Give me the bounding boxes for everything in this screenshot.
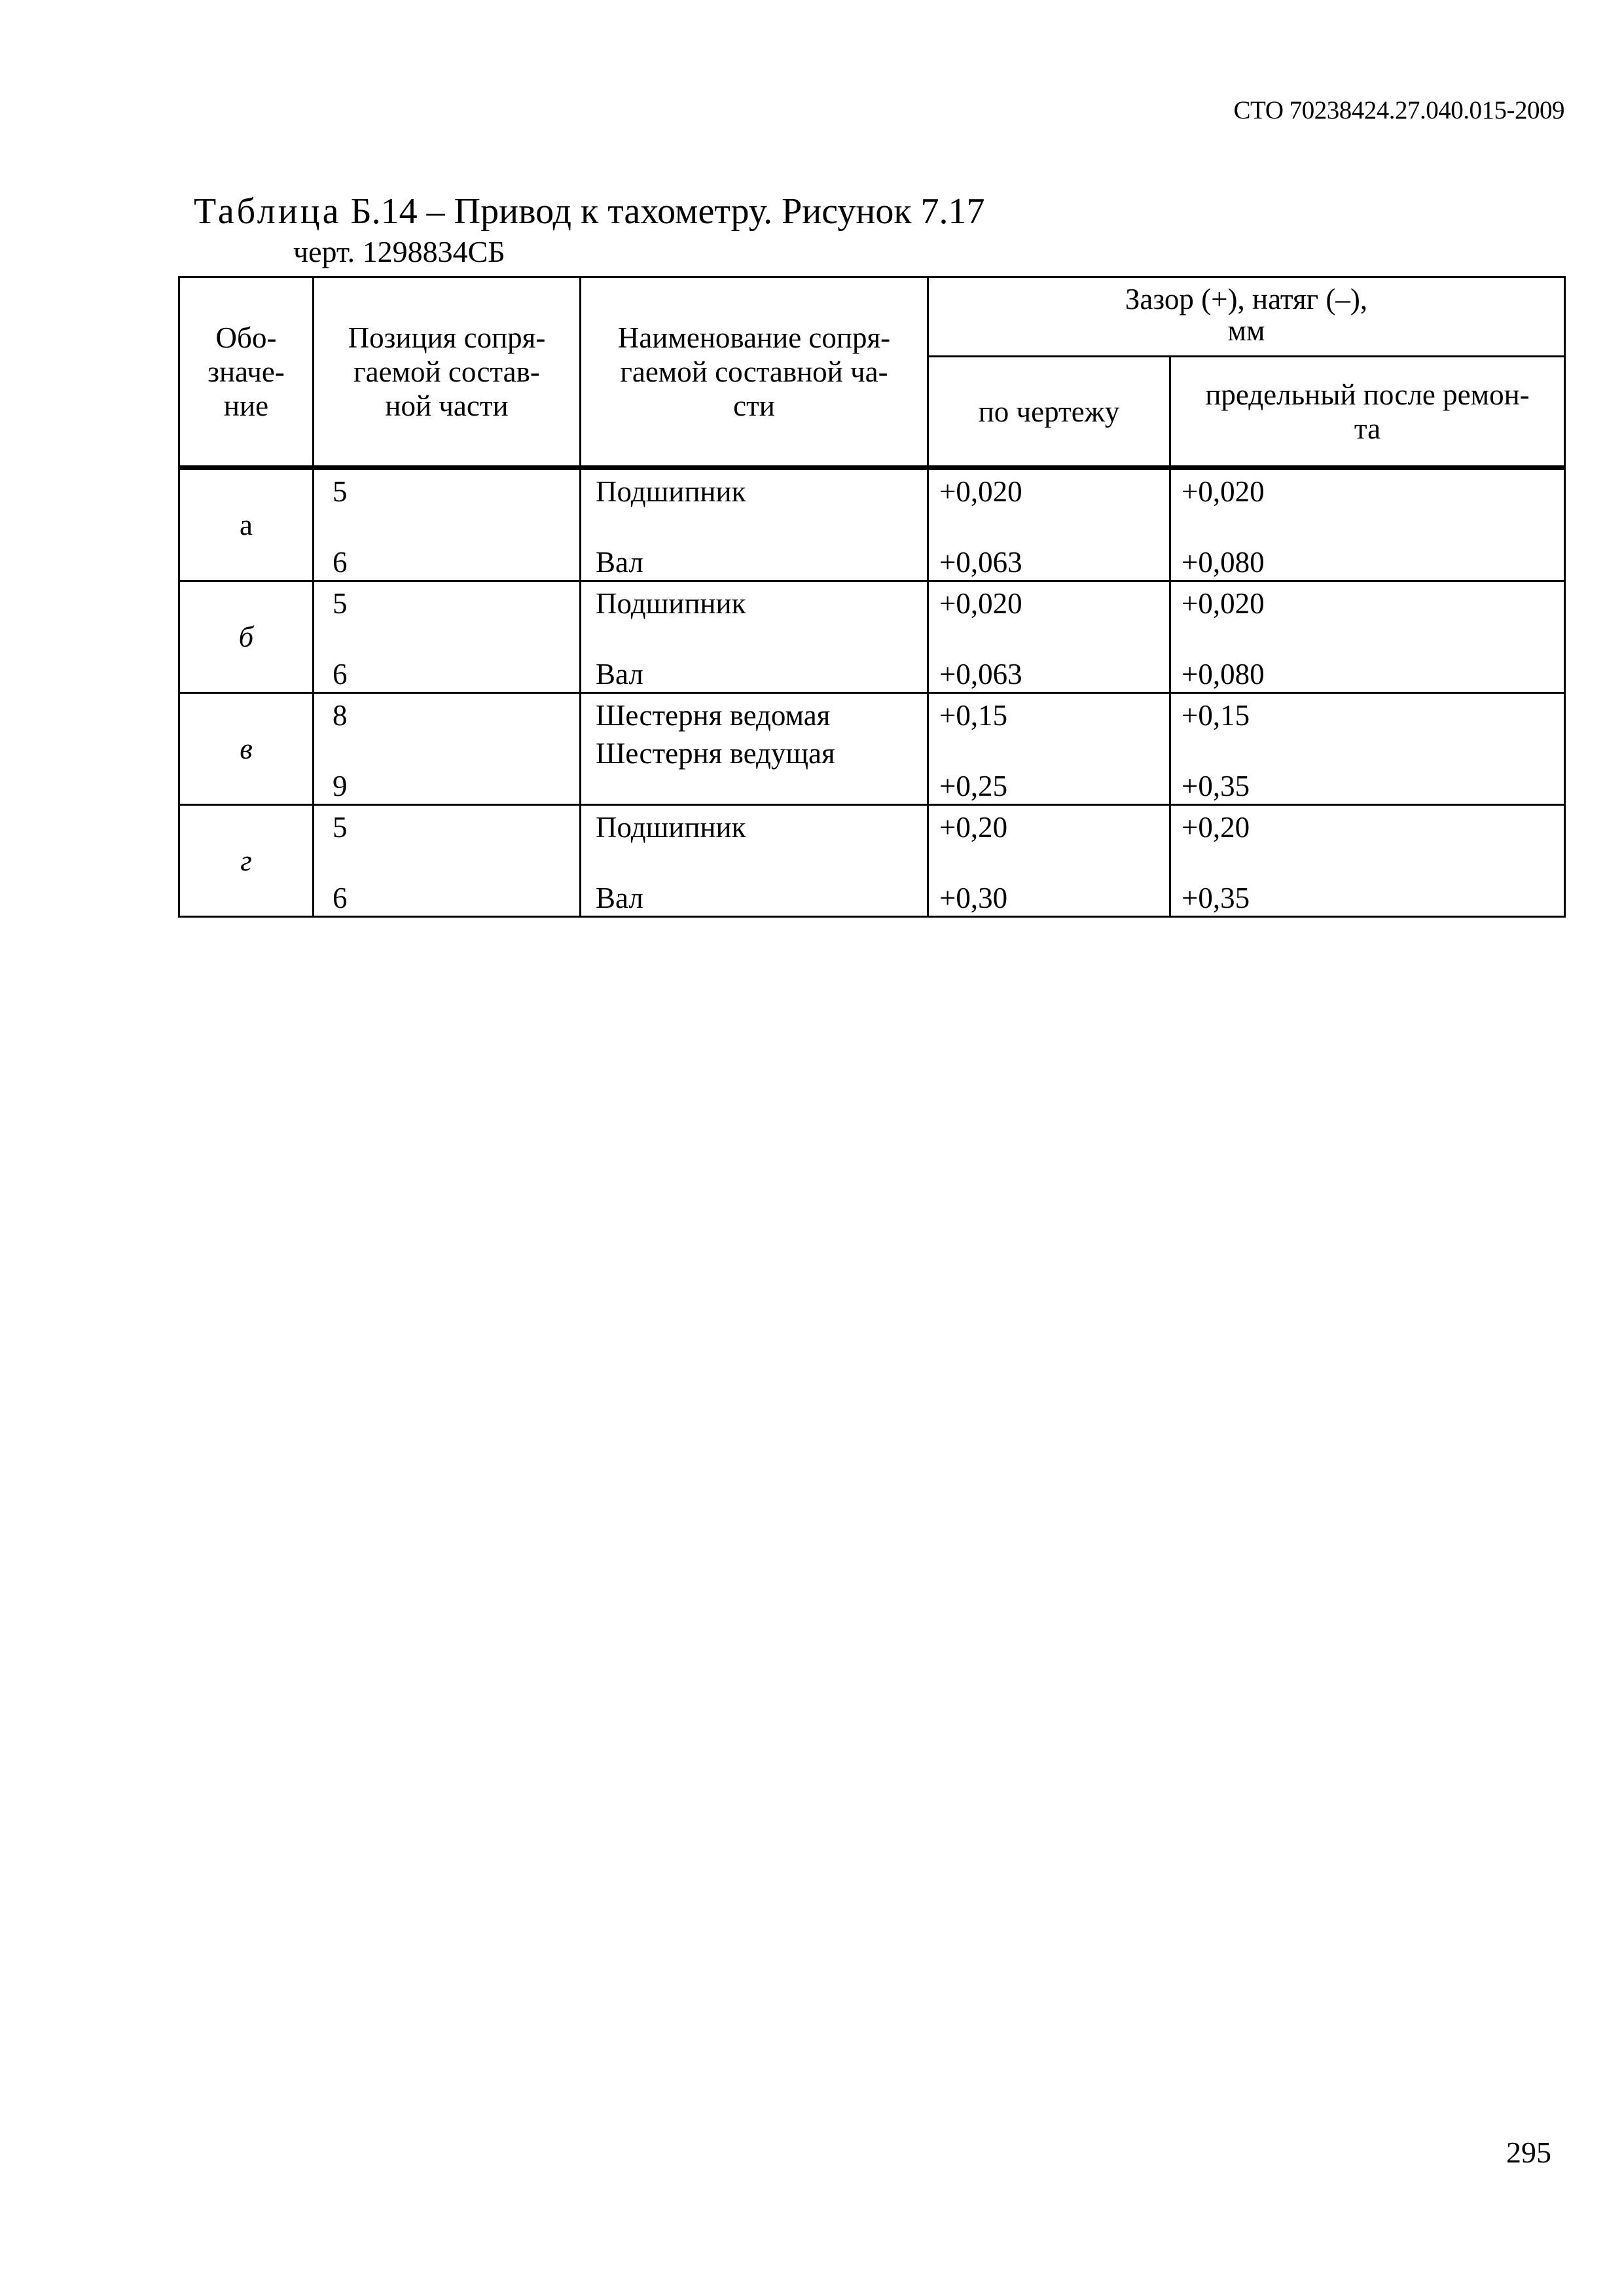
position-top: 5 bbox=[333, 475, 348, 508]
repair-top: +0,15 bbox=[1182, 699, 1250, 732]
header-gap bbox=[928, 278, 1565, 357]
page-number: 295 bbox=[1506, 2136, 1551, 2169]
position-bottom: 9 bbox=[333, 770, 348, 802]
row-after-repair bbox=[1170, 693, 1565, 805]
row-by-drawing bbox=[928, 805, 1170, 917]
repair-top: +0,020 bbox=[1182, 587, 1265, 620]
name-bottom: Вал bbox=[596, 658, 643, 691]
drawing-top: +0,15 bbox=[939, 699, 1008, 732]
drawing-top: +0,020 bbox=[939, 475, 1022, 508]
header-by-drawing bbox=[928, 357, 1170, 468]
name-middle: Шестерня ведущая bbox=[596, 737, 835, 770]
row-after-repair bbox=[1170, 581, 1565, 693]
name-top: Подшипник bbox=[596, 475, 746, 508]
document-code: СТО 70238424.27.040.015-2009 bbox=[1233, 96, 1564, 124]
name-bottom: Вал bbox=[596, 882, 643, 914]
name-top: Подшипник bbox=[596, 587, 746, 620]
header-position-text: Позиция сопря- гаемой состав- ной части bbox=[348, 321, 546, 422]
row-position bbox=[314, 468, 581, 581]
row-after-repair bbox=[1170, 468, 1565, 581]
row-by-drawing bbox=[928, 693, 1170, 805]
repair-bottom: +0,080 bbox=[1182, 546, 1265, 579]
table-row bbox=[179, 693, 1565, 805]
table-subtitle: черт. 1298834СБ bbox=[293, 235, 505, 268]
table-title bbox=[194, 190, 985, 233]
row-designation: в bbox=[179, 693, 314, 805]
name-top: Подшипник bbox=[596, 811, 746, 844]
table-title-prefix: Таблица bbox=[194, 191, 342, 232]
row-name bbox=[581, 581, 928, 693]
position-bottom: 6 bbox=[333, 658, 348, 691]
row-name bbox=[581, 693, 928, 805]
row-by-drawing bbox=[928, 468, 1170, 581]
repair-bottom: +0,080 bbox=[1182, 658, 1265, 691]
repair-bottom: +0,35 bbox=[1182, 882, 1250, 914]
name-top: Шестерня ведомая bbox=[596, 699, 831, 732]
drawing-bottom: +0,063 bbox=[939, 658, 1022, 691]
drawing-top: +0,20 bbox=[939, 811, 1008, 844]
row-designation: а bbox=[179, 468, 314, 581]
table-row bbox=[179, 468, 1565, 581]
position-top: 8 bbox=[333, 699, 348, 732]
header-name bbox=[581, 278, 928, 468]
header-gap-text: Зазор (+), натяг (–), мм bbox=[1125, 283, 1368, 347]
row-position bbox=[314, 581, 581, 693]
row-name bbox=[581, 805, 928, 917]
row-designation: б bbox=[179, 581, 314, 693]
position-top: 5 bbox=[333, 587, 348, 620]
repair-top: +0,20 bbox=[1182, 811, 1250, 844]
header-position bbox=[314, 278, 581, 468]
position-bottom: 6 bbox=[333, 882, 348, 914]
fits-table bbox=[178, 276, 1566, 918]
header-designation bbox=[179, 278, 314, 468]
header-designation-text: Обо- значе- ние bbox=[208, 321, 285, 422]
row-position bbox=[314, 805, 581, 917]
position-top: 5 bbox=[333, 811, 348, 844]
table-row bbox=[179, 581, 1565, 693]
row-after-repair bbox=[1170, 805, 1565, 917]
repair-bottom: +0,35 bbox=[1182, 770, 1250, 802]
drawing-bottom: +0,063 bbox=[939, 546, 1022, 579]
header-name-text: Наименование сопря- гаемой составной ча- сти bbox=[617, 321, 891, 422]
header-by-drawing-text: по чертежу bbox=[978, 395, 1120, 428]
row-name bbox=[581, 468, 928, 581]
drawing-bottom: +0,30 bbox=[939, 882, 1008, 914]
table-row bbox=[179, 805, 1565, 917]
row-position bbox=[314, 693, 581, 805]
repair-top: +0,020 bbox=[1182, 475, 1265, 508]
row-designation: г bbox=[179, 805, 314, 917]
header-after-repair-text: предельный после ремон- та bbox=[1205, 378, 1530, 445]
drawing-top: +0,020 bbox=[939, 587, 1022, 620]
name-bottom: Вал bbox=[596, 546, 643, 579]
drawing-bottom: +0,25 bbox=[939, 770, 1008, 802]
position-bottom: 6 bbox=[333, 546, 348, 579]
row-by-drawing bbox=[928, 581, 1170, 693]
table-title-text: Б.14 – Привод к тахометру. Рисунок 7.17 bbox=[341, 191, 985, 232]
header-after-repair bbox=[1170, 357, 1565, 468]
